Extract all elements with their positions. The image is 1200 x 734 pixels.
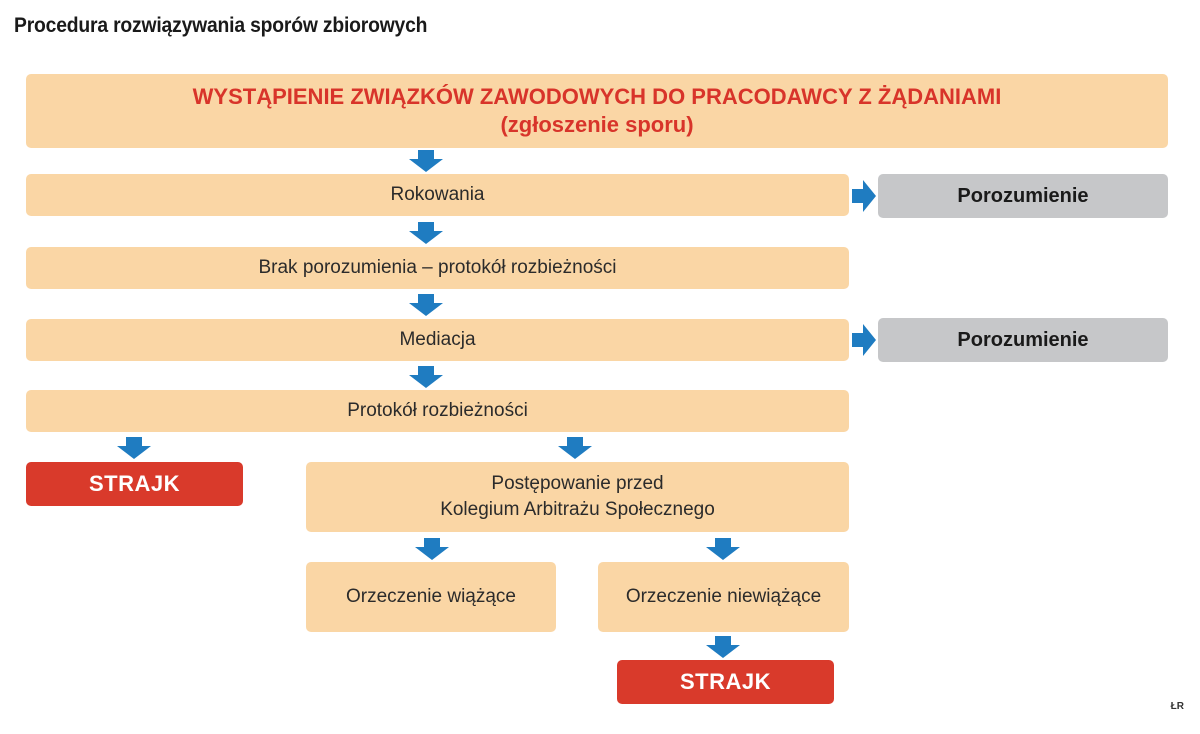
node-strajk-1: STRAJK (26, 462, 243, 506)
arrow-down-icon (117, 437, 151, 459)
node-start-sub-text: (zgłoszenie sporu) (500, 112, 694, 137)
credit-label: ŁR (1170, 701, 1184, 712)
node-orzeczenie-niewiazace: Orzeczenie niewiążące (598, 562, 849, 632)
arrow-down-icon (409, 294, 443, 316)
node-rokowania: Rokowania (26, 174, 849, 216)
arrow-right-icon (852, 324, 876, 356)
node-start-main-text: WYSTĄPIENIE ZWIĄZKÓW ZAWODOWYCH DO PRACODAWCY Z ŻĄDANIAMI (192, 84, 1002, 109)
node-kolegium-line2: Kolegium Arbitrażu Społecznego (440, 499, 715, 520)
diagram-title: Procedura rozwiązywania sporów zbiorowych (14, 14, 428, 37)
arrow-down-icon (558, 437, 592, 459)
arrow-down-icon (415, 538, 449, 560)
node-kolegium-line1: Postępowanie przed (491, 473, 664, 494)
arrow-down-icon (409, 222, 443, 244)
node-mediacja: Mediacja (26, 319, 849, 361)
node-protokol: Protokół rozbieżności (26, 390, 849, 432)
node-strajk-2: STRAJK (617, 660, 834, 704)
arrow-down-icon (706, 636, 740, 658)
arrow-right-icon (852, 180, 876, 212)
node-brak-porozumienia: Brak porozumienia – protokół rozbieżności (26, 247, 849, 289)
arrow-down-icon (409, 150, 443, 172)
arrow-down-icon (409, 366, 443, 388)
node-orzeczenie-wiazace: Orzeczenie wiążące (306, 562, 556, 632)
node-porozumienie-1: Porozumienie (878, 174, 1168, 218)
node-porozumienie-2: Porozumienie (878, 318, 1168, 362)
node-start (26, 74, 1168, 148)
arrow-down-icon (706, 538, 740, 560)
node-kolegium (306, 462, 849, 532)
